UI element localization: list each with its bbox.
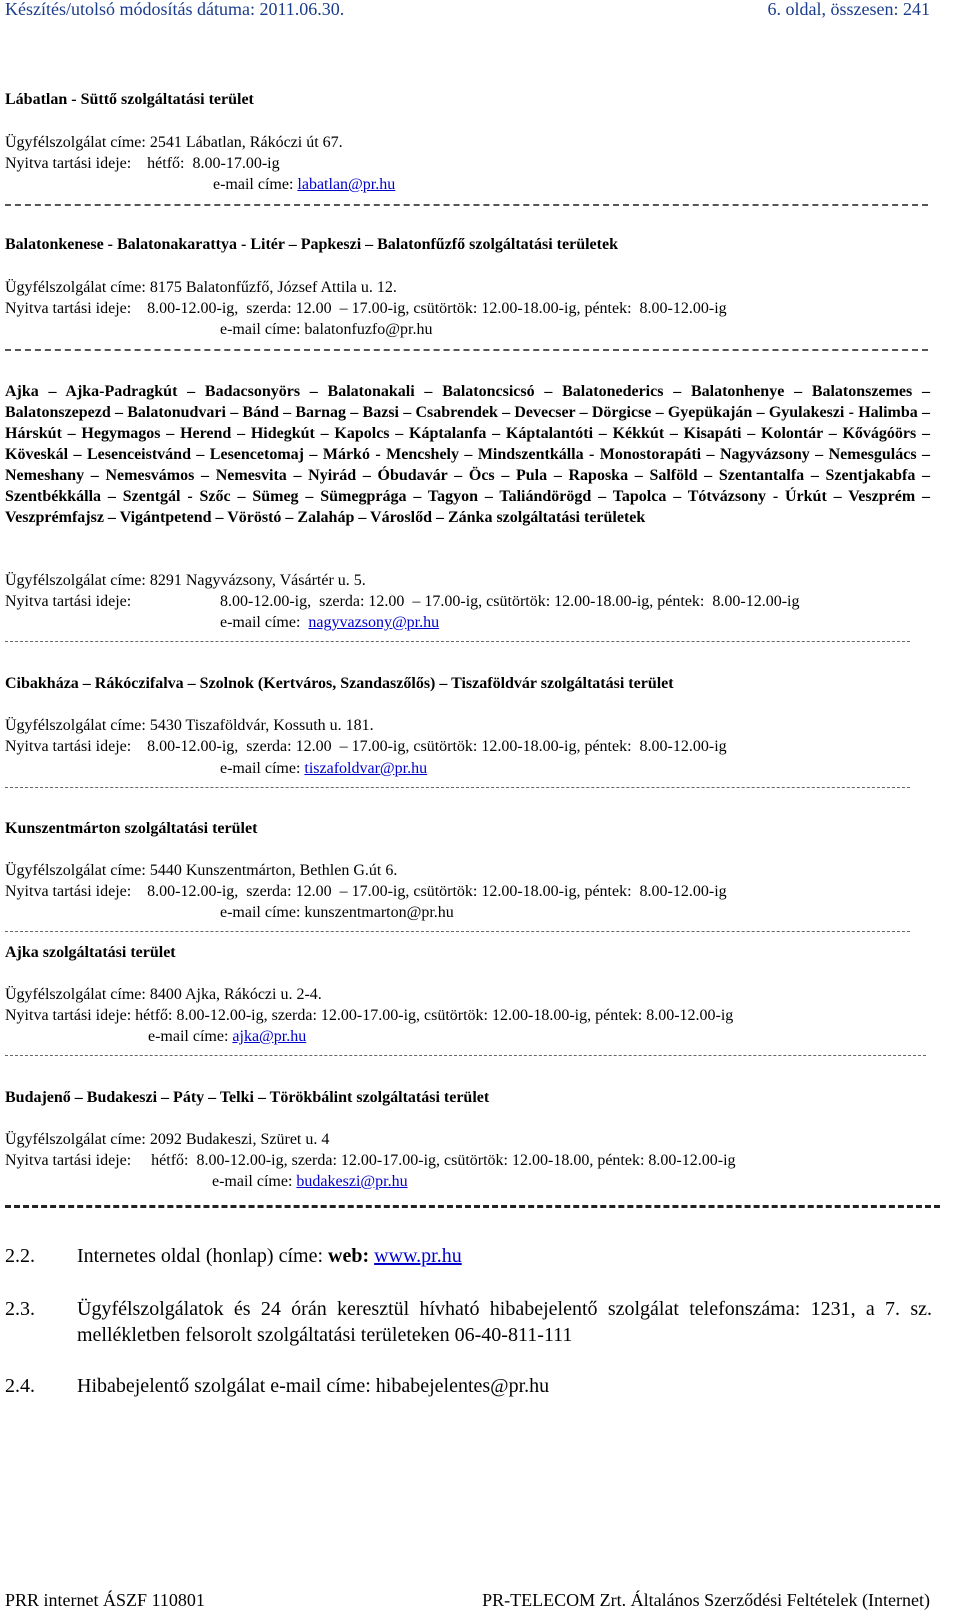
fault-email-text: Hibabejelentő szolgálat e-mail címe: hibabejelentes@pr.hu — [77, 1375, 550, 1397]
divider-heavy — [5, 1205, 940, 1208]
hours-ajka-group: 8.00-12.00-ig, szerda: 12.00 – 17.00-ig, csütörtök: 12.00-18.00-ig, péntek: 8.00-12.00-ig — [220, 593, 800, 610]
email-line-ajka-group — [220, 613, 439, 633]
divider — [5, 1055, 926, 1056]
section-title-budajeno: Budajenő – Budakeszi – Páty – Telki – Törökbálint szolgáltatási terület — [5, 1089, 490, 1106]
address-kunszentmarton: Ügyfélszolgálat címe: 5440 Kunszentmárton, Bethlen G.út 6. — [5, 862, 398, 879]
address-ajka: Ügyfélszolgálat címe: 8400 Ajka, Rákóczi u. 2-4. — [5, 986, 322, 1003]
email-line-cibakhaza — [220, 759, 427, 779]
phone-text: Ügyfélszolgálatok és 24 órán keresztül hívható hibabejelentő szolgálat telefonszáma: 1231, a 7. sz. mellékletben felsorolt szolgáltatási területeken 06-40-811-111 — [77, 1298, 932, 1346]
footer-right: PR-TELECOM Zrt. Általános Szerződési Feltételek (Internet) — [482, 1590, 930, 1610]
address-budajeno: Ügyfélszolgálat címe: 2092 Budakeszi, Szüret u. 4 — [5, 1131, 330, 1148]
divider — [5, 641, 910, 642]
email-link-budakeszi[interactable]: budakeszi@pr.hu — [296, 1173, 408, 1190]
email-label: e-mail címe: — [220, 614, 309, 631]
email-label: e-mail címe: — [148, 1028, 233, 1045]
address-cibakhaza: Ügyfélszolgálat címe: 5430 Tiszaföldvár, Kossuth u. 181. — [5, 717, 374, 734]
website-label: Internetes oldal (honlap) címe: — [77, 1245, 329, 1267]
email-kunszentmarton: e-mail címe: kunszentmarton@pr.hu — [220, 904, 454, 921]
address-balatonkenese: Ügyfélszolgálat címe: 8175 Balatonfűzfő, József Attila u. 12. — [5, 279, 397, 296]
item-number: 2.2. — [5, 1245, 35, 1267]
section-title-balatonkenese: Balatonkenese - Balatonakarattya - Litér – Papkeszi – Balatonfűzfő szolgáltatási területek — [5, 236, 618, 253]
section-title-labatlan: Lábatlan - Süttő szolgáltatási terület — [5, 91, 254, 108]
divider — [5, 931, 910, 932]
email-link-nagyvazsony[interactable]: nagyvazsony@pr.hu — [308, 614, 440, 631]
address-labatlan: Ügyfélszolgálat címe: 2541 Lábatlan, Rákóczi út 67. — [5, 134, 343, 151]
email-line-budajeno — [212, 1172, 408, 1192]
email-line-ajka — [148, 1027, 306, 1047]
hours-balatonkenese: Nyitva tartási ideje: 8.00-12.00-ig, szerda: 12.00 – 17.00-ig, csütörtök: 12.00-18.00-ig, péntek: 8.00-12.00-ig — [5, 300, 727, 317]
email-balatonkenese: e-mail címe: balatonfuzfo@pr.hu — [220, 321, 433, 338]
hours-cibakhaza: Nyitva tartási ideje: 8.00-12.00-ig, szerda: 12.00 – 17.00-ig, csütörtök: 12.00-18.00-ig, péntek: 8.00-12.00-ig — [5, 738, 727, 755]
hours-ajka: Nyitva tartási ideje: hétfő: 8.00-12.00-ig, szerda: 12.00-17.00-ig, csütörtök: 12.00-18.00-ig, péntek: 8.00-12.00-ig — [5, 1007, 734, 1024]
hours-labatlan: Nyitva tartási ideje: hétfő: 8.00-17.00-ig — [5, 155, 280, 172]
divider — [5, 204, 928, 206]
item-number: 2.3. — [5, 1298, 35, 1320]
item-number: 2.4. — [5, 1375, 35, 1397]
hours-kunszentmarton: Nyitva tartási ideje: 8.00-12.00-ig, szerda: 12.00 – 17.00-ig, csütörtök: 12.00-18.00-ig, péntek: 8.00-12.00-ig — [5, 883, 727, 900]
hours-label-ajka-group: Nyitva tartási ideje: — [5, 593, 132, 610]
divider — [5, 787, 910, 788]
footer-left: PRR internet ÁSZF 110801 — [5, 1590, 205, 1610]
email-link-ajka[interactable]: ajka@pr.hu — [232, 1028, 307, 1045]
email-label: e-mail címe: — [220, 760, 305, 777]
email-label: e-mail címe: — [213, 176, 298, 193]
section-title-kunszentmarton: Kunszentmárton szolgáltatási terület — [5, 820, 258, 837]
email-line-labatlan — [213, 175, 395, 195]
email-label: e-mail címe: — [212, 1173, 297, 1190]
section-title-ajka: Ajka szolgáltatási terület — [5, 944, 176, 961]
divider — [5, 349, 928, 351]
header-page-count: 6. oldal, összesen: 241 — [767, 0, 930, 19]
hours-budajeno: Nyitva tartási ideje: hétfő: 8.00-12.00-ig, szerda: 12.00-17.00-ig, csütörtök: 12.00-18.00, péntek: 8.00-12.00-ig — [5, 1152, 736, 1169]
header-date: Készítés/utolsó módosítás dátuma: 2011.06.30. — [5, 0, 345, 19]
email-link-labatlan[interactable]: labatlan@pr.hu — [297, 176, 396, 193]
address-ajka-group: Ügyfélszolgálat címe: 8291 Nagyvázsony, Vásártér u. 5. — [5, 572, 366, 589]
email-link-tiszafoldvar[interactable]: tiszafoldvar@pr.hu — [304, 760, 428, 777]
web-label: web: — [328, 1245, 370, 1267]
section-title-ajka-group: Ajka – Ajka-Padragkút – Badacsonyörs – Balatonakali – Balatoncsicsó – Balatonederics – Balatonhenye – Balatonszemes – Balatonszepezd – Balatonudvari – Bánd – Barnag – Bazsi – Csabrendek – Devecser – Dörgicse – Gyepükaján – Gyulakeszi - Halimba – Hárskút – Hegymagos – Herend – Hidegkút – Kapolcs – Káptalanfa – Káptalantóti – Kékkút – Kisapáti – Kolontár – Kővágóörs – Köveskál – Lesenceistvánd – Lesencetomaj – Márkó - Mencshely – Mindszentkálla - Monostorapáti – Nagyvázsony – Nemesgulács – Nemeshany – Nemesvámos – Nemesvita – Nyirád – Óbudavár – Öcs – Pula – Raposka – Salföld – Szentantalfa – Szentjakabfa – Szentbékkálla – Szentgál - Szőc – Sümeg – Sümegprága – Tagyon – Taliándörögd – Tapolca – Tótvázsony - Úrkút – Veszprém – Veszprémfajsz – Vigántpetend – Vöröstó – Zalaháp – Városlőd – Zánka szolgáltatási területek — [5, 383, 930, 526]
website-line — [77, 1243, 932, 1269]
section-title-cibakhaza: Cibakháza – Rákóczifalva – Szolnok (Kertváros, Szandaszőlős) – Tiszaföldvár szolgáltatási terület — [5, 675, 674, 692]
website-link[interactable]: www.pr.hu — [374, 1245, 462, 1267]
